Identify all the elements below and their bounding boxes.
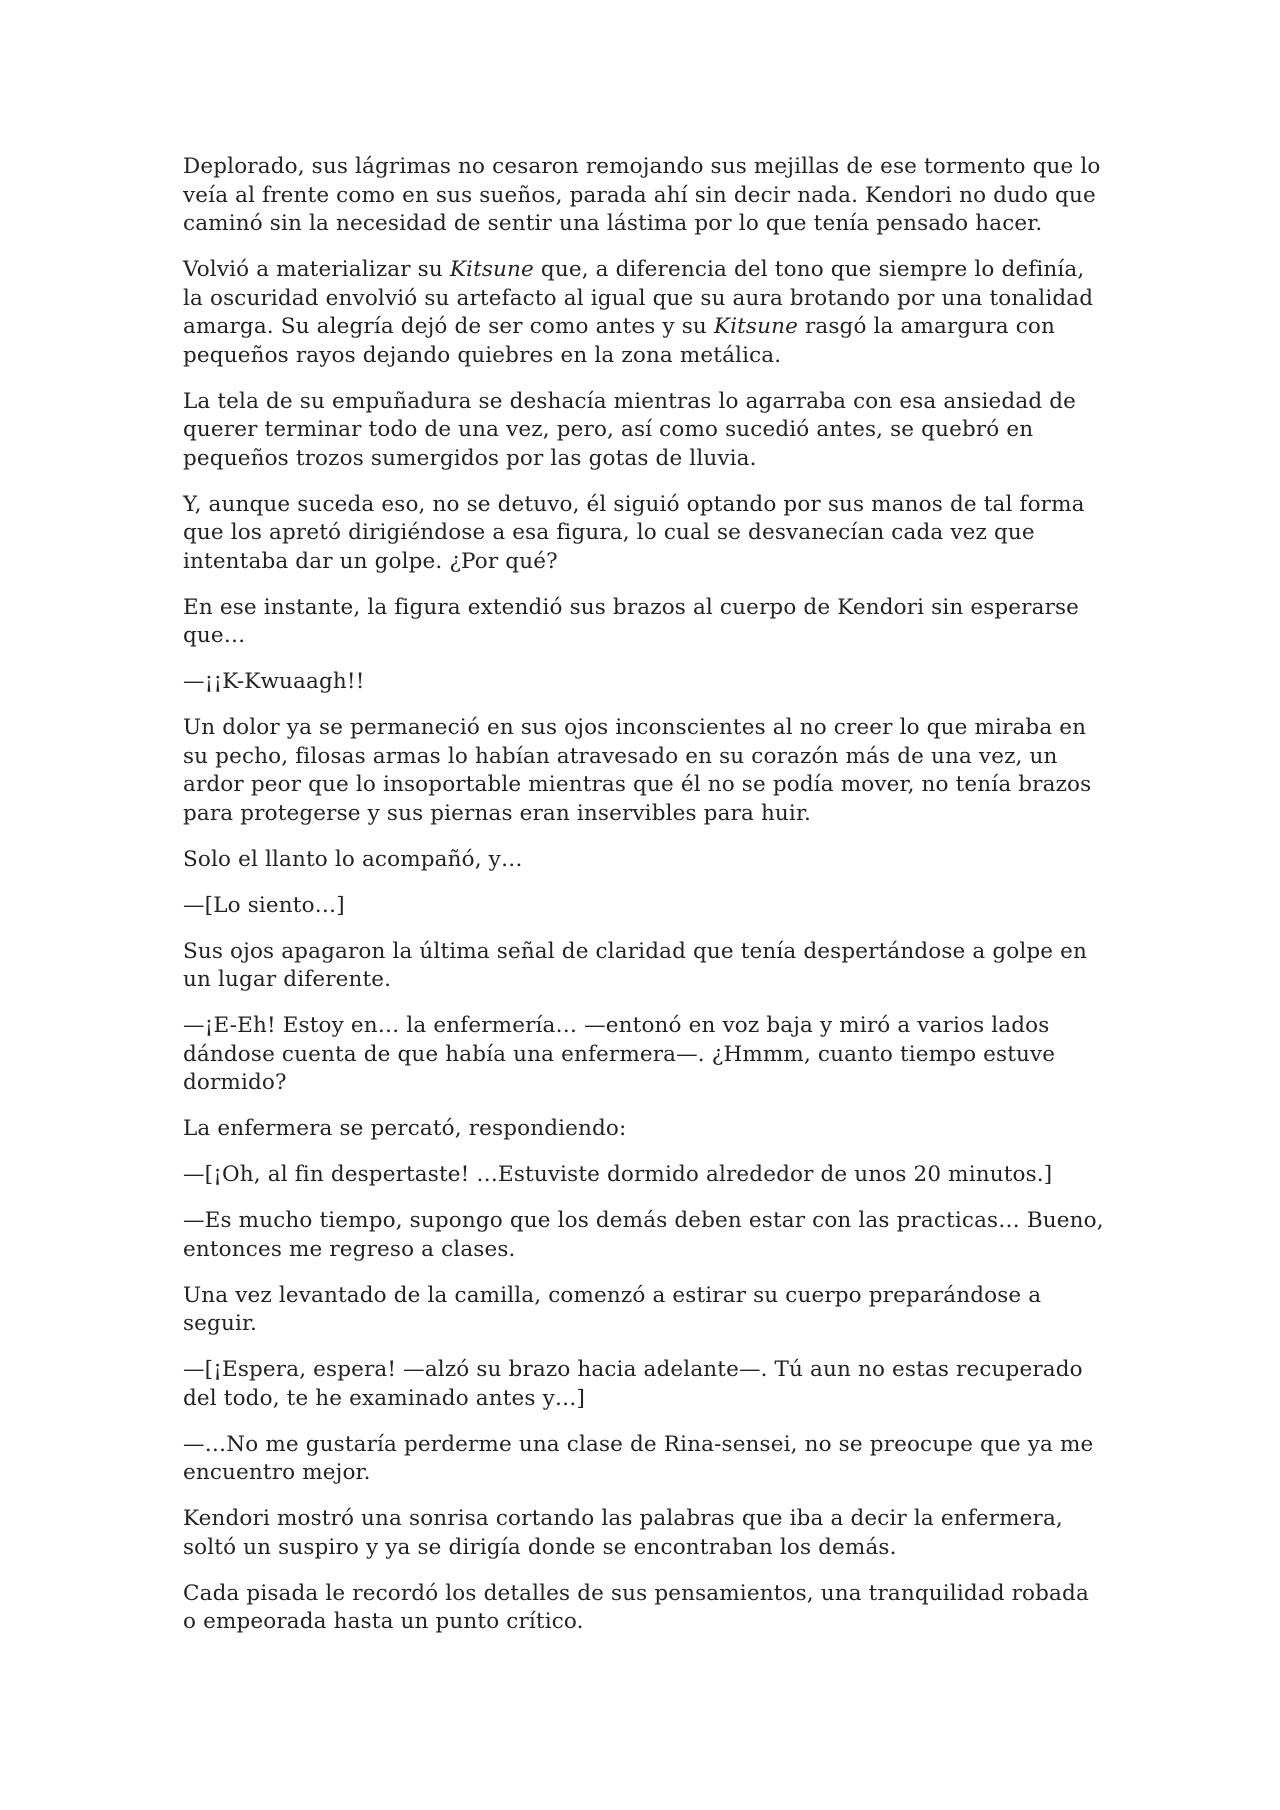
paragraph-text: —[Lo siento…] bbox=[183, 892, 345, 918]
paragraph bbox=[183, 668, 1108, 697]
italic-term: Kitsune bbox=[449, 257, 534, 282]
paragraph bbox=[183, 938, 1108, 995]
paragraph-text: Un dolor ya se permaneció en sus ojos inconscientes al no creer lo que miraba en su pecho, filosas armas lo habían atravesado en su corazón más de una vez, un ardor peor que lo insoportable mientras que él no se podía mover, no tenía brazos para protegerse y sus piernas eran inservibles para huir. bbox=[183, 715, 1092, 826]
paragraph bbox=[183, 1505, 1108, 1562]
paragraph bbox=[183, 892, 1108, 921]
paragraph bbox=[183, 153, 1108, 239]
paragraph-text: —¡¡K-Kwuaagh!! bbox=[183, 669, 365, 694]
paragraph-text: La enfermera se percató, respondiendo: bbox=[183, 1116, 627, 1141]
paragraph bbox=[183, 388, 1108, 474]
paragraph-text: —¡E-Eh! Estoy en… la enfermería… —entonó en voz baja y miró a varios lados dándose cuenta de que había una enfermera—. ¿Hmmm, cuanto tiempo estuve dormido? bbox=[183, 1013, 1056, 1095]
paragraph bbox=[183, 1580, 1108, 1637]
paragraph-text: Sus ojos apagaron la última señal de claridad que tenía despertándose a golpe en un lugar diferente. bbox=[183, 938, 1087, 992]
paragraph-text: —Es mucho tiempo, supongo que los demás deben estar con las practicas… Bueno, entonces me regreso a clases. bbox=[183, 1208, 1104, 1262]
paragraph-text: —[¡Oh, al fin despertaste! …Estuviste dormido alrededor de unos 20 minutos.] bbox=[183, 1162, 1053, 1187]
paragraph bbox=[183, 1207, 1108, 1264]
paragraph-text: que, a diferencia del tono que siempre lo definía, la oscuridad envolvió su artefacto al igual que su aura brotando por una tonalidad amarga. Su alegría dejó de ser como antes y su bbox=[183, 257, 1094, 339]
paragraph-text: Volvió a materializar su bbox=[183, 257, 450, 282]
paragraph bbox=[183, 1282, 1108, 1339]
paragraph-text: Y, aunque suceda eso, no se detuvo, él siguió optando por sus manos de tal forma que los apretó dirigiéndose a esa figura, lo cual se desvanecían cada vez que intentaba dar un golpe. ¿Por qué? bbox=[183, 491, 1085, 574]
paragraph-text: Solo el llanto lo acompañó, y… bbox=[183, 846, 523, 872]
paragraph bbox=[183, 594, 1108, 651]
paragraph-text: La tela de su empuñadura se deshacía mientras lo agarraba con esa ansiedad de querer terminar todo de una vez, pero, así como sucedió antes, se quebró en pequeños trozos sumergidos por las gotas de lluvia. bbox=[183, 388, 1076, 471]
paragraph bbox=[183, 1012, 1108, 1098]
paragraph bbox=[183, 714, 1108, 828]
paragraph-text: En ese instante, la figura extendió sus brazos al cuerpo de Kendori sin esperarse que… bbox=[183, 594, 1080, 648]
paragraph-text: —…No me gustaría perderme una clase de Rina-sensei, no se preocupe que ya me encuentro mejor. bbox=[183, 1431, 1094, 1485]
paragraph-text: Una vez levantado de la camilla, comenzó a estirar su cuerpo preparándose a seguir. bbox=[183, 1282, 1042, 1336]
paragraph bbox=[183, 846, 1108, 875]
paragraph bbox=[183, 1161, 1108, 1190]
paragraph-text: —[¡Espera, espera! —alzó su brazo hacia adelante—. Tú aun no estas recuperado del todo, te he examinado antes y…] bbox=[183, 1357, 1083, 1411]
paragraph bbox=[183, 1356, 1108, 1413]
paragraph bbox=[183, 491, 1108, 577]
body-text bbox=[183, 153, 1108, 1654]
paragraph-text: rasgó la amargura con pequeños rayos dejando quiebres en la zona metálica. bbox=[183, 314, 1055, 368]
paragraph bbox=[183, 1115, 1108, 1144]
italic-term: Kitsune bbox=[713, 314, 798, 339]
paragraph-text: Cada pisada le recordó los detalles de sus pensamientos, una tranquilidad robada o empeorada hasta un punto crítico. bbox=[183, 1580, 1089, 1634]
paragraph-text: Kendori mostró una sonrisa cortando las palabras que iba a decir la enfermera, soltó un suspiro y ya se dirigía donde se encontraban los demás. bbox=[183, 1506, 1063, 1560]
paragraph bbox=[183, 1431, 1108, 1488]
paragraph-text: Deplorado, sus lágrimas no cesaron remojando sus mejillas de ese tormento que lo veía al frente como en sus sueños, parada ahí sin decir nada. Kendori no dudo que caminó sin la necesidad de sentir una lástima por lo que tenía pensado hacer. bbox=[183, 154, 1101, 236]
paragraph bbox=[183, 256, 1108, 370]
